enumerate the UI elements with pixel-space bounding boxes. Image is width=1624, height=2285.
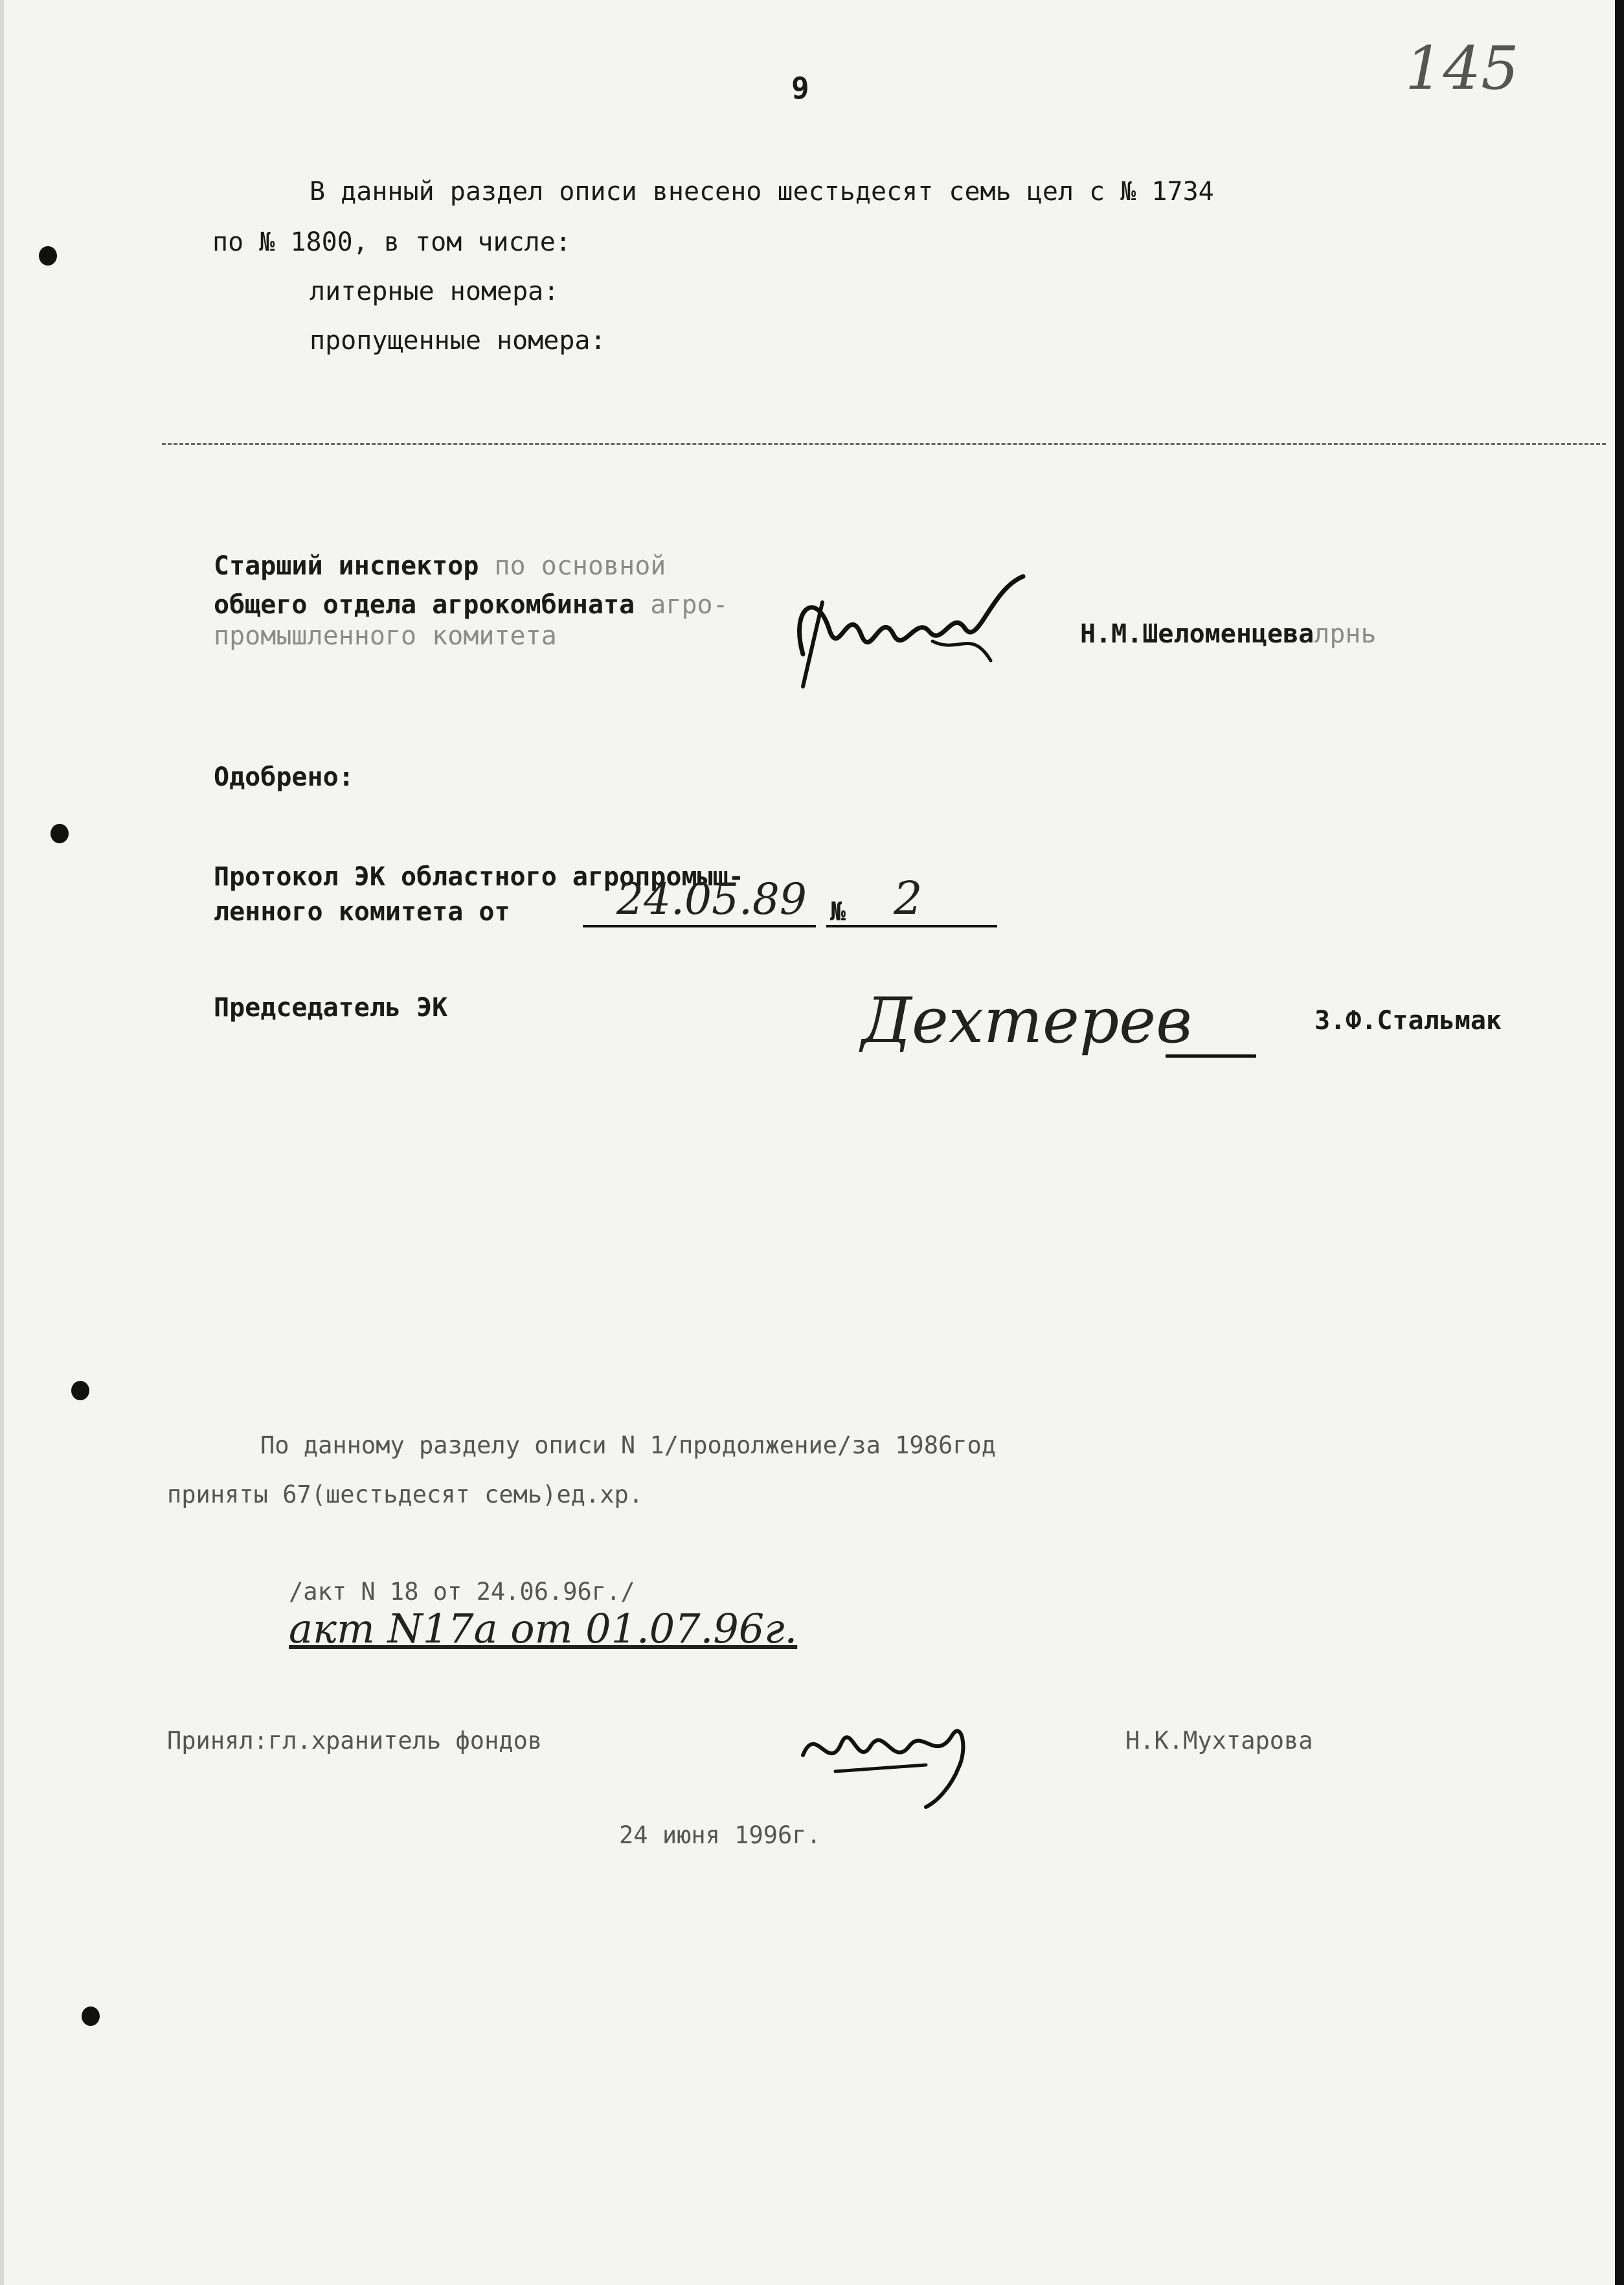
inspector-signature bbox=[777, 563, 1049, 693]
keeper-signature bbox=[796, 1710, 991, 1813]
scan-left-edge bbox=[0, 0, 4, 2285]
protocol-line-2: ленного комитета от bbox=[214, 897, 510, 927]
acceptance-date: 24 июня 1996г. bbox=[619, 1821, 821, 1849]
chairman-title: Председатель ЭК bbox=[214, 993, 448, 1023]
act-handwritten: акт N17а от 01.07.96г. bbox=[289, 1605, 798, 1652]
intro-line-4: пропущенные номера: bbox=[310, 326, 606, 356]
signature-flourish bbox=[1166, 1054, 1256, 1058]
protocol-number-handwritten: 2 bbox=[894, 872, 923, 925]
inspector-title-line-1: Старший инспектор по основной bbox=[214, 551, 666, 581]
acceptance-line-2: приняты 67(шестьдесят семь)ед.хр. bbox=[167, 1481, 644, 1508]
received-name: Н.К.Мухтарова bbox=[1125, 1727, 1313, 1755]
intro-line-1: В данный раздел описи внесено шестьдесят семь цел с № 1734 bbox=[310, 177, 1214, 207]
protocol-date-handwritten: 24.05.89 bbox=[616, 874, 807, 924]
intro-line-3: литерные номера: bbox=[310, 277, 559, 306]
inspector-name: Н.М.Шеломенцевалрнь bbox=[1080, 619, 1377, 649]
acceptance-line-1: По данному разделу описи N 1/продолжение/за 1986год bbox=[260, 1431, 997, 1459]
act-typed: /акт N 18 от 24.06.96г./ bbox=[289, 1578, 635, 1606]
chairman-name: З.Ф.Стальмак bbox=[1314, 1006, 1502, 1036]
inspector-title-line-2: общего отдела агрокомбината агро- bbox=[214, 590, 728, 620]
archive-sheet-number: 145 bbox=[1405, 34, 1519, 103]
chairman-signature: Дехтерев bbox=[861, 984, 1192, 1057]
date-underline bbox=[583, 925, 816, 927]
protocol-line-1: Протокол ЭК областного агропромыш- bbox=[214, 862, 744, 892]
binder-hole bbox=[71, 1381, 89, 1400]
binder-hole bbox=[51, 824, 69, 843]
intro-line-2: по № 1800, в том числе: bbox=[212, 227, 571, 257]
page-number: 9 bbox=[791, 71, 809, 106]
binder-hole bbox=[82, 2006, 100, 2026]
section-divider bbox=[162, 443, 1606, 445]
binder-hole bbox=[39, 246, 57, 266]
number-underline bbox=[826, 925, 997, 927]
protocol-number-sign: № bbox=[830, 897, 846, 927]
received-label: Принял:гл.хранитель фондов bbox=[167, 1727, 543, 1755]
inspector-title-line-3: промышленного комитета bbox=[214, 621, 557, 651]
scan-right-edge bbox=[1615, 0, 1624, 2285]
approved-label: Одобрено: bbox=[214, 762, 354, 792]
